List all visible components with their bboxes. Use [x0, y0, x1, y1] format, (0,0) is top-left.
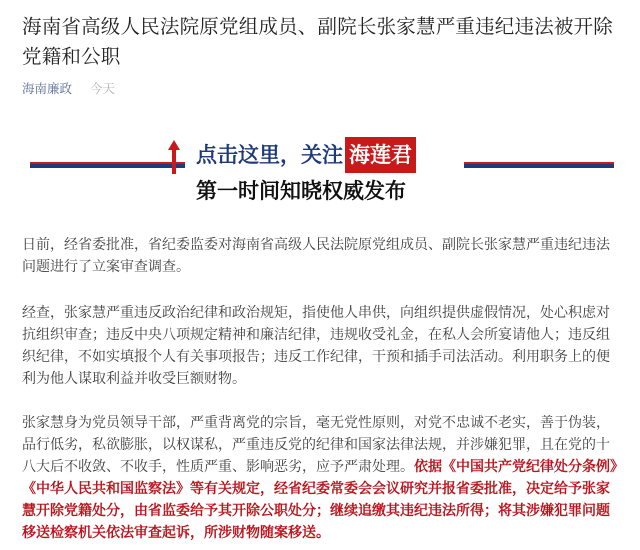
- source-account-link[interactable]: 海南廉政: [22, 81, 73, 96]
- publish-time: 今天: [90, 81, 116, 96]
- paragraph-intro: 日前，经省委批准，省纪委监委对海南省高级人民法院原党组成员、副院长张家慧严重违纪违法问题进行了立案审查调查。: [22, 237, 610, 275]
- paragraph-findings: 经查，张家慧严重违反政治纪律和政治规矩，指使他人串供，向组织提供虚假情况，处心积虑对抗组织审查；违反中央八项规定精神和廉洁纪律，违规收受礼金，在私人会所宴请他人；违反组织纪律，不如实填报个人有关事项报告；违反工作纪律，干预和插手司法活动。利用职务上的便利为他人谋取利益并收受巨额财物。: [22, 305, 610, 387]
- banner-left-rule: [30, 162, 185, 168]
- banner-account-highlight: 海莲君: [345, 137, 416, 173]
- decision-text: 张家慧身为党员领导干部，严重背离党的宗旨，毫无党性原则，对党不忠诚不老实，善于伪装，品行低劣，私欲膨胀，以权谋私，严重违反党的纪律和国家法律法规，并涉嫌犯罪，且在党的十八大后不收敛、不收手，性质严重、影响恶劣，应予严肃处理。: [22, 415, 610, 475]
- up-arrow-icon: [168, 140, 180, 174]
- banner-prefix: 点击这里，关注: [196, 143, 343, 167]
- follow-banner[interactable]: [0, 125, 640, 215]
- decision-highlight: 依据《中国共产党纪律处分条例》《中华人民共和国监察法》等有关规定，经省纪委常委会会议研究并报省委批准，决定给予张家慧开除党籍处分，由省监委给予其开除公职处分；继续追缴其违纪违法所得；将其涉嫌犯罪问题移送检察机关依法审查起诉，所涉财物随案移送。: [22, 459, 617, 541]
- banner-right-rule: [464, 162, 614, 168]
- article-meta: [22, 79, 115, 97]
- article-title: 海南省高级人民法院原党组成员、副院长张家慧严重违纪违法被开除党籍和公职: [22, 15, 614, 68]
- banner-headline: [196, 137, 416, 173]
- banner-subline: 第一时间知晓权威发布: [196, 179, 406, 203]
- paragraph-decision: [22, 412, 622, 544]
